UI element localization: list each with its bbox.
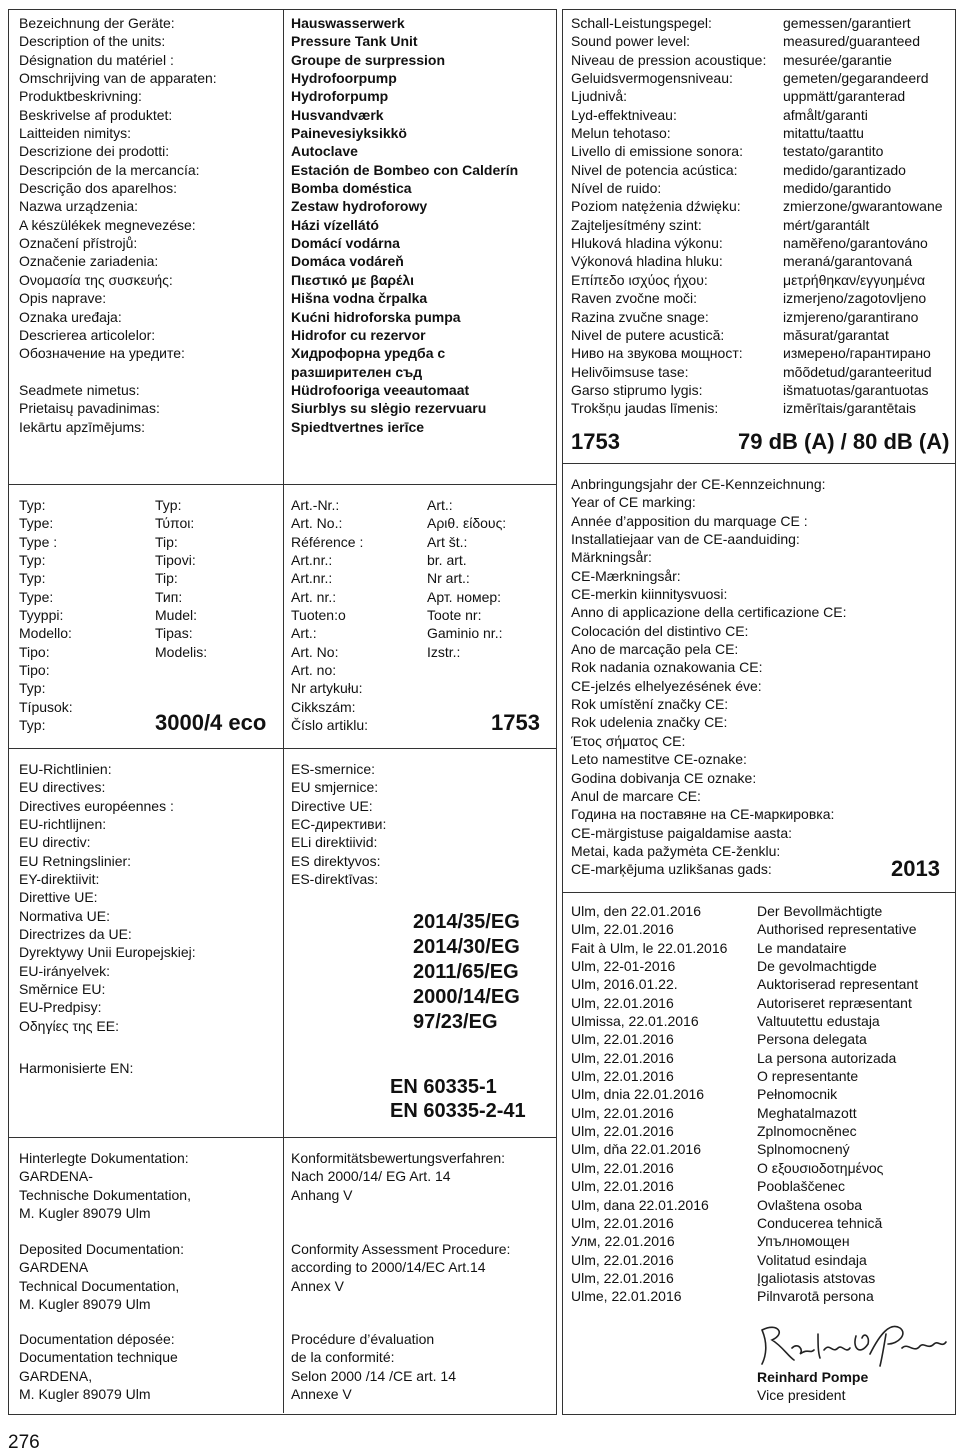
text-line: Ulm, dnia 22.01.2016	[571, 1086, 705, 1103]
text-line: Cikkszám:	[291, 698, 356, 715]
text-line: Pressure Tank Unit	[291, 33, 418, 50]
text-line: Ulmissa, 22.01.2016	[571, 1013, 699, 1030]
text-line: Painevesiyksikkö	[291, 125, 407, 142]
text-line: Anul de marcare CE:	[571, 787, 701, 804]
harmonised-values	[390, 1075, 526, 1123]
text-line	[19, 363, 217, 381]
text-line: Technical Documentation,	[19, 1277, 180, 1294]
text-line: Hinterlegte Dokumentation:	[19, 1150, 189, 1166]
divider	[562, 892, 956, 893]
text-line: Domáca vodáreň	[291, 253, 404, 270]
text-line: разширителен съд	[291, 363, 423, 380]
text-line: CE-marķējuma uzlikšanas gads:	[571, 861, 772, 878]
text-line: Nivel de potencia acústica:	[571, 161, 738, 178]
text-line: Art. no:	[291, 662, 337, 679]
text-line: Type :	[19, 533, 58, 550]
text-line: Ulm, 22.01.2016	[571, 1123, 674, 1140]
text-line: M. Kugler 89079 Ulm	[19, 1386, 151, 1403]
text-line: Hydroforpump	[291, 88, 389, 105]
text-line: Geluidsvermogensniveau:	[571, 70, 733, 87]
text-line: Směrnice EU:	[19, 981, 106, 998]
text-line: Nível de ruido:	[571, 180, 662, 197]
text-line: mért/garantált	[783, 216, 870, 233]
text-line: Livello di emissione sonora:	[571, 143, 743, 160]
text-line: zmierzone/gwarantowane	[783, 198, 943, 215]
text-line: Tip:	[155, 570, 178, 587]
text-line: măsurat/garantat	[783, 326, 889, 343]
text-line: Toote nr:	[427, 607, 482, 624]
text-line: mitattu/taattu	[783, 125, 864, 142]
text-line: CE-märgistuse paigaldamise aasta:	[571, 824, 792, 841]
text-line: Razina zvučne snage:	[571, 308, 709, 325]
text-line: Hišna vodna črpalka	[291, 290, 428, 307]
designation-values	[291, 14, 518, 436]
text-line: Niveau de pression acoustique:	[571, 51, 767, 68]
text-line: Anhang V	[291, 1186, 353, 1203]
text-line: Documentation déposée:	[19, 1331, 175, 1347]
text-line: Ulm, 22.01.2016	[571, 1159, 674, 1176]
text-line: Husvandværk	[291, 106, 384, 123]
text-line: EU-richtlijnen:	[19, 816, 107, 833]
type-value: 3000/4 eco	[155, 710, 267, 735]
text-line: ES-direktīvas:	[291, 871, 379, 888]
text-line: Poziom natężenia dźwięku:	[571, 198, 741, 215]
text-line: Ulm, 22.01.2016	[571, 1068, 674, 1085]
text-line: Typ:	[19, 497, 46, 513]
text-line: Výkonová hladina hluku:	[571, 253, 723, 270]
text-line: Ulm, 22.01.2016	[571, 1104, 674, 1121]
text-line: Ulm, 22.01.2016	[571, 1049, 674, 1066]
text-line: Le mandataire	[757, 939, 847, 956]
text-line: Ulm, 22.01.2016	[571, 1031, 674, 1048]
art-labels-b	[427, 496, 506, 661]
text-line: 2014/30/EG	[413, 936, 520, 958]
text-line: testato/garantito	[783, 143, 884, 160]
text-line: Descripción de la mercancía:	[19, 161, 200, 178]
text-line: 2014/35/EG	[413, 911, 520, 933]
text-line: Authorised representative	[757, 921, 917, 938]
text-line: EN 60335-2-41	[390, 1100, 526, 1122]
text-line: Číslo artiklu:	[291, 717, 369, 734]
text-line: Ulme, 22.01.2016	[571, 1288, 682, 1305]
text-line: Splnomocnený	[757, 1141, 850, 1158]
text-line: Référence :	[291, 533, 364, 550]
text-line: Tuoten:o	[291, 607, 346, 624]
text-line: Procédure d’évaluation	[291, 1331, 435, 1347]
text-line: Anbringungsjahr der CE-Kennzeichnung:	[571, 476, 826, 492]
text-line: Typ:	[19, 570, 46, 587]
text-line: Kućni hidroforska pumpa	[291, 308, 461, 325]
text-line: ES direktyvos:	[291, 852, 381, 869]
text-line: Groupe de surpression	[291, 51, 446, 68]
text-line: Rok udelenia značky CE:	[571, 714, 728, 731]
directive-values	[413, 910, 520, 1035]
text-line: Hydrofoorpump	[291, 70, 397, 87]
ce-marking-labels	[571, 475, 847, 879]
text-line: Art. No.:	[291, 515, 343, 532]
text-line: Označenie zariadenia:	[19, 253, 159, 270]
designation-labels	[19, 14, 217, 436]
text-line: GARDENA,	[19, 1367, 93, 1384]
text-line: izmerjeno/zagotovljeno	[783, 290, 927, 307]
text-line: Ulm, 22.01.2016	[571, 1178, 674, 1195]
text-line: CE-jelzés elhelyezésének éve:	[571, 677, 762, 694]
text-line: Обозначение на уредите:	[19, 345, 185, 362]
text-line: Art.nr.:	[291, 570, 333, 587]
text-line: Улм, 22.01.2016	[571, 1233, 675, 1250]
text-line: μετρήθηκαν/εγγυημένα	[783, 271, 926, 288]
text-line: meraná/garantovaná	[783, 253, 913, 270]
text-line: Τύποι:	[155, 515, 195, 532]
place-date-list	[571, 902, 727, 1306]
text-line: Hluková hladina výkonu:	[571, 235, 723, 252]
text-line: ELi direktiivid:	[291, 834, 378, 851]
text-line: Art.-Nr.:	[291, 497, 340, 513]
text-line: CE-merkin kiinnitysvuosi:	[571, 586, 728, 603]
text-line: according to 2000/14/EC Art.14	[291, 1259, 486, 1276]
text-line: Typ:	[19, 552, 46, 569]
text-line: Nach 2000/14/ EG Art. 14	[291, 1168, 451, 1185]
text-line: Directrizes da UE:	[19, 926, 132, 943]
text-line: La persona autorizada	[757, 1049, 897, 1066]
text-line: Domácí vodárna	[291, 235, 400, 252]
text-line: br. art.	[427, 552, 467, 569]
page-number: 276	[8, 1432, 40, 1453]
text-line: Iekārtu apzīmējums:	[19, 418, 146, 435]
text-line: Тип:	[155, 588, 183, 605]
text-line: Godina dobivanja CE oznake:	[571, 769, 757, 786]
text-line: M. Kugler 89079 Ulm	[19, 1296, 151, 1313]
text-line: CE-Mærkningsår:	[571, 567, 681, 584]
text-line: Année d’apposition du marquage CE :	[571, 512, 808, 529]
text-line: Prietaisų pavadinimas:	[19, 400, 160, 417]
text-line: измерено/гарантирано	[783, 345, 931, 362]
text-line: uppmätt/garanterad	[783, 88, 906, 105]
text-line: EU-Predpisy:	[19, 999, 102, 1016]
text-line: Metai, kada pažymėta CE-ženklu:	[571, 842, 781, 859]
text-line: Directive UE:	[291, 797, 373, 814]
text-line: afmålt/garanti	[783, 106, 868, 123]
deposited-documentation-de	[19, 1149, 191, 1222]
text-line: EU-Richtlinien:	[19, 761, 112, 777]
text-line: Ulm, 22.01.2016	[571, 1251, 674, 1268]
text-line: Ulm, 22.01.2016	[571, 1269, 674, 1286]
deposited-documentation-fr	[19, 1330, 178, 1403]
text-line: EU directives:	[19, 779, 106, 796]
text-line: Tipas:	[155, 625, 193, 642]
text-line: Tipo:	[19, 643, 50, 660]
text-line: Zajteljesítmény szint:	[571, 216, 702, 233]
text-line: Helivõimsuse tase:	[571, 363, 689, 380]
text-line: Ulm, 22-01-2016	[571, 958, 676, 975]
conformity-procedure-fr	[291, 1330, 456, 1403]
conformity-procedure-en	[291, 1240, 510, 1295]
text-line: Típusok:	[19, 698, 73, 715]
text-line: Tip:	[155, 533, 178, 550]
text-line: Typ:	[19, 680, 46, 697]
text-line: Tipo:	[19, 662, 50, 679]
text-line: Ulm, 2016.01.22.	[571, 976, 678, 993]
signature	[752, 1314, 952, 1370]
text-line: Direttive UE:	[19, 889, 98, 906]
text-line: Description of the units:	[19, 33, 166, 50]
text-line: EY-direktiivit:	[19, 871, 100, 888]
text-line: Hidrofor cu rezervor	[291, 326, 426, 343]
text-line: Annexe V	[291, 1386, 352, 1403]
text-line: mõõdetud/garanteeritud	[783, 363, 932, 380]
text-line: Art. nr.:	[291, 588, 337, 605]
text-line: medido/garantizado	[783, 161, 906, 178]
text-line: Opis naprave:	[19, 290, 107, 307]
text-line: 97/23/EG	[413, 1011, 498, 1033]
conformity-procedure-de	[291, 1149, 505, 1204]
text-line: Pełnomocnik	[757, 1086, 838, 1103]
text-line: ES-smernice:	[291, 761, 376, 777]
text-line: Descrição dos aparelhos:	[19, 180, 177, 197]
divider	[283, 9, 284, 1413]
text-line: Ulm, dňa 22.01.2016	[571, 1141, 701, 1158]
text-line: De gevolmachtigde	[757, 958, 877, 975]
text-line: Spiedtvertnes ierīce	[291, 418, 425, 435]
sound-level-values	[783, 14, 943, 418]
text-line: Ano de marcação pela CE:	[571, 641, 739, 658]
text-line: 2011/65/EG	[413, 961, 519, 983]
text-line: Omschrijving van de apparaten:	[19, 70, 217, 87]
text-line: Descrierea articolelor:	[19, 326, 156, 343]
text-line: gemeten/gegarandeerd	[783, 70, 929, 87]
text-line: O representante	[757, 1068, 859, 1085]
text-line: Anno di applicazione della certificazione CE:	[571, 604, 847, 621]
text-line: Installatiejaar van de CE-aanduiding:	[571, 531, 800, 548]
text-line: Nivel de putere acustică:	[571, 326, 725, 343]
text-line: Art.:	[427, 497, 453, 513]
text-line: EU directiv:	[19, 834, 91, 851]
ce-year: 2013	[891, 856, 940, 881]
text-line: Laitteiden nimitys:	[19, 125, 132, 142]
text-line: Hüdrofooriga veeautomaat	[291, 381, 470, 398]
text-line: Year of CE marking:	[571, 494, 696, 511]
text-line: Tyyppi:	[19, 607, 64, 624]
text-line: Volitatud esindaja	[757, 1251, 867, 1268]
text-line: Hauswasserwerk	[291, 15, 405, 31]
text-line: Pooblaščenec	[757, 1178, 845, 1195]
divider	[562, 463, 956, 464]
text-line: Raven zvočne moči:	[571, 290, 698, 307]
text-line: Type:	[19, 515, 54, 532]
text-line: Normativa UE:	[19, 907, 111, 924]
text-line: Zplnomocněnec	[757, 1123, 857, 1140]
text-line: Fait à Ulm, le 22.01.2016	[571, 939, 728, 956]
text-line: Konformitätsbewertungsverfahren:	[291, 1150, 505, 1166]
text-line: Lyd-effektniveau:	[571, 106, 677, 123]
signer-title: Vice president	[757, 1387, 846, 1403]
text-line: Art.:	[291, 625, 317, 642]
deposited-documentation-en	[19, 1240, 184, 1313]
text-line: Nazwa urządzenia:	[19, 198, 139, 215]
text-line: Sound power level:	[571, 33, 691, 50]
text-line: EU smjernice:	[291, 779, 379, 796]
text-line: Märkningsår:	[571, 549, 652, 566]
text-line: Directives européennes :	[19, 797, 174, 814]
text-line: Mudel:	[155, 607, 198, 624]
text-line: Ovlaštena osoba	[757, 1196, 863, 1213]
text-line: Valtuutettu edustaja	[757, 1013, 880, 1030]
text-line: A készülékek megnevezése:	[19, 216, 196, 233]
text-line: measured/guaranteed	[783, 33, 920, 50]
text-line: Selon 2000 /14 /CE art. 14	[291, 1367, 456, 1384]
text-line: Ljudnivå:	[571, 88, 628, 105]
sound-level-labels	[571, 14, 766, 418]
text-line: Οδηγίες της ΕΕ:	[19, 1017, 119, 1034]
text-line: naměřeno/garantováno	[783, 235, 928, 252]
text-line: Gaminio nr.:	[427, 625, 503, 642]
text-line: Упълномощен	[757, 1233, 850, 1250]
text-line: Beskrivelse af produktet:	[19, 106, 173, 123]
text-line: Ulm, 22.01.2016	[571, 994, 674, 1011]
text-line: GARDENA	[19, 1259, 89, 1276]
text-line: Házi vízellátó	[291, 216, 379, 233]
text-line: Trokšņu jaudas līmenis:	[571, 400, 719, 417]
type-labels-a	[19, 496, 73, 734]
text-line: Descrizione dei prodotti:	[19, 143, 170, 160]
signer-name: Reinhard Pompe	[757, 1369, 869, 1385]
text-line: mesurée/garantie	[783, 51, 892, 68]
text-line: Αριθ. είδους:	[427, 515, 507, 532]
text-line: Bomba doméstica	[291, 180, 412, 197]
art-labels-a	[291, 496, 368, 734]
text-line: Oznaka uređaja:	[19, 308, 122, 325]
text-line: Siurblys su slėgio rezervuaru	[291, 400, 487, 417]
text-line: Ulm, den 22.01.2016	[571, 903, 701, 919]
text-line: išmatuotas/garantuotas	[783, 381, 929, 398]
directive-labels-b	[291, 760, 386, 888]
type-labels-b	[155, 496, 207, 661]
sound-power-value: 79 dB (A) / 80 dB (A)	[738, 429, 950, 454]
text-line: Conformity Assessment Procedure:	[291, 1241, 511, 1257]
representative-list	[757, 902, 918, 1306]
text-line: Ο εξουσιοδοτημένος	[757, 1159, 884, 1176]
text-line: Produktbeskrivning:	[19, 88, 142, 105]
text-line: Meghatalmazott	[757, 1104, 857, 1121]
text-line: izmērītais/garantētais	[783, 400, 917, 417]
text-line: Επίπεδο ισχύος ήχου:	[571, 271, 708, 288]
text-line: 2000/14/EG	[413, 986, 520, 1008]
text-line: Tipovi:	[155, 552, 196, 569]
text-line: Deposited Documentation:	[19, 1241, 184, 1257]
text-line: M. Kugler 89079 Ulm	[19, 1205, 151, 1222]
text-line: EU Retningslinier:	[19, 852, 132, 869]
text-line: Conducerea tehnică	[757, 1214, 883, 1231]
text-line: Garso stiprumo lygis:	[571, 381, 703, 398]
text-line: Izstr.:	[427, 643, 461, 660]
text-line: Nr art.:	[427, 570, 470, 587]
text-line: Хидрофорна уредба с	[291, 345, 446, 362]
text-line: EN 60335-1	[390, 1076, 497, 1098]
text-line: Documentation technique	[19, 1349, 178, 1366]
text-line: izmjereno/garantirano	[783, 308, 919, 325]
text-line: Rok nadania oznakowania CE:	[571, 659, 763, 676]
text-line: Art.nr.:	[291, 552, 333, 569]
text-line: GARDENA-	[19, 1168, 93, 1185]
text-line: Persona delegata	[757, 1031, 867, 1048]
text-line: medido/garantido	[783, 180, 892, 197]
text-line: Autoriseret repræsentant	[757, 994, 912, 1011]
text-line: Autoclave	[291, 143, 358, 160]
text-line: de la conformité:	[291, 1349, 395, 1366]
text-line: Annex V	[291, 1277, 344, 1294]
text-line: Pilnvarotā persona	[757, 1288, 874, 1305]
text-line: Art št.:	[427, 533, 468, 550]
text-line: Įgaliotasis atstovas	[757, 1269, 876, 1286]
text-line: Melun tehotaso:	[571, 125, 671, 142]
text-line: gemessen/garantiert	[783, 15, 911, 31]
text-line: Bezeichnung der Geräte:	[19, 15, 175, 31]
art-value: 1753	[491, 710, 540, 735]
text-line: Арт. номер:	[427, 588, 502, 605]
harmonised-label: Harmonisierte EN:	[19, 1060, 134, 1076]
text-line: Der Bevollmächtigte	[757, 903, 883, 919]
text-line: Έτος σήματος CE:	[571, 732, 686, 749]
text-line: Dyrektywy Unii Europejskiej:	[19, 944, 196, 961]
text-line: Art. No:	[291, 643, 339, 660]
text-line: Type:	[19, 588, 54, 605]
text-line: Seadmete nimetus:	[19, 381, 140, 398]
text-line: Πιεστικό με βαρέλι	[291, 271, 415, 288]
text-line: Auktoriserad representant	[757, 976, 919, 993]
text-line: Година на поставяне на CE-маркировка:	[571, 806, 835, 823]
text-line: ЕС-директиви:	[291, 816, 387, 833]
text-line: Leto namestitve CE-oznake:	[571, 751, 747, 768]
text-line: Typ:	[19, 717, 46, 734]
text-line: Modello:	[19, 625, 72, 642]
text-line: Ulm, dana 22.01.2016	[571, 1196, 709, 1213]
text-line: Rok umístění značky CE:	[571, 696, 729, 713]
text-line: Ulm, 22.01.2016	[571, 921, 674, 938]
text-line: Ulm, 22.01.2016	[571, 1214, 674, 1231]
text-line: EU-irányelvek:	[19, 962, 111, 979]
text-line: Nr artykułu:	[291, 680, 363, 697]
text-line: Estación de Bombeo con Calderín	[291, 161, 519, 178]
text-line: Typ:	[155, 497, 182, 513]
sound-art-number: 1753	[571, 429, 620, 454]
text-line: Désignation du matériel :	[19, 51, 174, 68]
text-line: Technische Dokumentation,	[19, 1186, 191, 1203]
text-line: Ονομασία της συσκευής:	[19, 271, 173, 288]
directive-labels-a	[19, 760, 196, 1035]
text-line: Colocación del distintivo CE:	[571, 622, 749, 639]
text-line: Ниво на звукова мощност:	[571, 345, 743, 362]
text-line: Zestaw hydroforowy	[291, 198, 428, 215]
text-line: Modelis:	[155, 643, 208, 660]
text-line: Označení přístrojů:	[19, 235, 138, 252]
text-line: Schall-Leistungspegel:	[571, 15, 712, 31]
